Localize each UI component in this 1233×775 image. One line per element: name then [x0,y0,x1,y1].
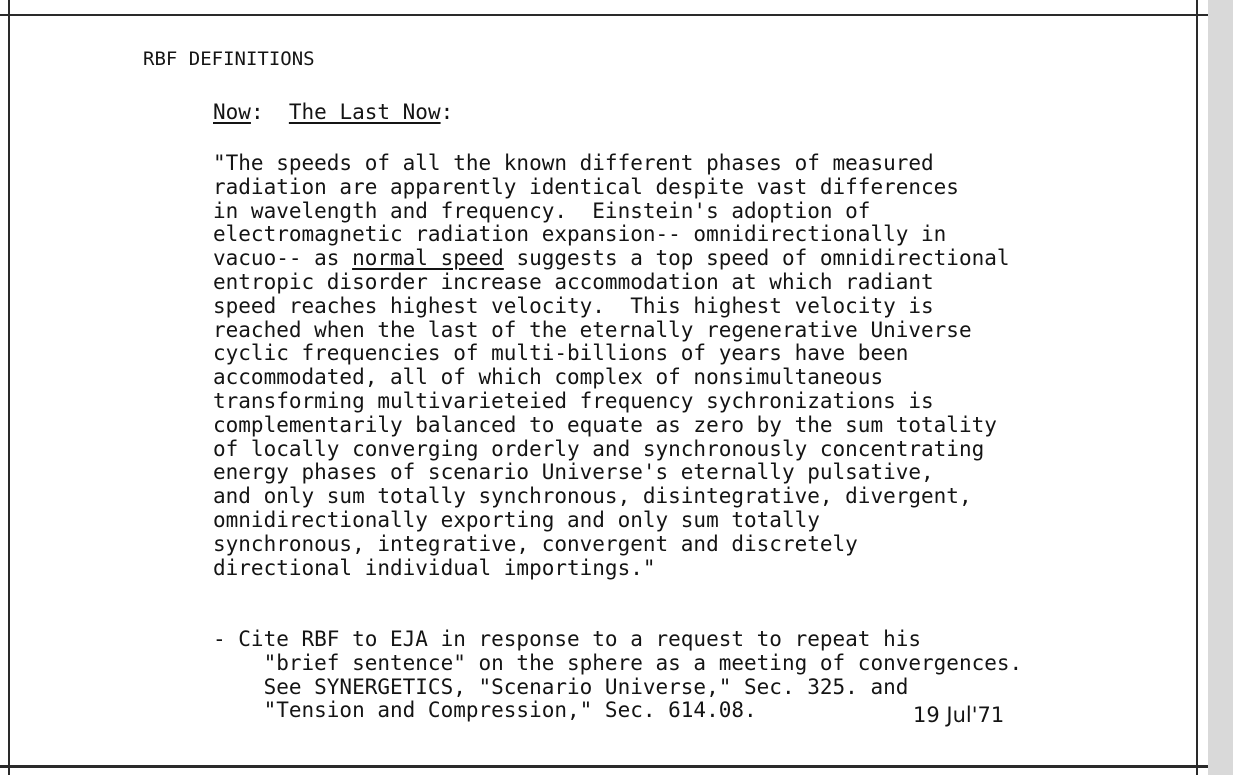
citation-block [213,628,1022,723]
quote-line: "The speeds of all the known different phases of measured [213,151,934,175]
quote-line: transforming multivarieteied frequency sychronizations is [213,388,934,413]
citation-date: 19 Jul'71 [913,703,1005,727]
entry-term: Now [213,100,251,124]
card-heading: RBF DEFINITIONS [143,48,315,70]
quote-line: speed reaches highest velocity. This highest velocity is [213,293,934,318]
quote-line: reached when the last of the eternally regenerative Universe [213,317,972,342]
quote-line: directional individual importings." [213,555,656,580]
citation-line: See SYNERGETICS, "Scenario Universe," Sec. 325. and [213,674,909,699]
quote-line: electromagnetic radiation expansion-- omnidirectionally in [213,222,947,247]
quote-line: and only sum totally synchronous, disintegrative, divergent, [213,484,972,509]
card-left-border [8,0,10,775]
citation-line: "brief sentence" on the sphere as a meeting of convergences. [213,650,1023,675]
entry-title: The Last Now [288,100,441,124]
entry-term-sep: : [250,100,289,124]
quote-line: energy phases of scenario Universe's eternally pulsative, [213,460,934,485]
quote-line: complementarily balanced to equate as zero by the sum totality [213,412,997,437]
quote-line: in wavelength and frequency. Einstein's adoption of [213,198,871,223]
citation-line: - Cite RBF to EJA in response to a request to repeat his [213,627,922,651]
card-right-border [1196,0,1198,775]
card-top-rule [0,14,1208,16]
quote-line: accommodated, all of which complex of nonsimultaneous [213,365,884,390]
quote-line: radiation are apparently identical despite vast differences [213,174,959,199]
quote-line: of locally converging orderly and synchronously concentrating [213,436,985,461]
entry-subheading [213,101,453,125]
underlined-phrase: normal speed [352,246,504,271]
entry-title-colon: : [440,100,454,124]
definition-quote [213,152,1010,580]
citation-line: "Tension and Compression," Sec. 614.08. [213,698,757,723]
quote-fragment: suggests a top speed of omnidirectional [503,246,1010,271]
quote-line [213,247,1010,271]
quote-line: entropic disorder increase accommodation at which radiant [213,269,934,294]
quote-line: omnidirectionally exporting and only sum totally [213,507,820,532]
scan-edge-strip [1208,0,1233,775]
quote-line: synchronous, integrative, convergent and discretely [213,531,858,556]
card-bottom-rule [0,765,1208,768]
quote-line: cyclic frequencies of multi-billions of years have been [213,341,909,366]
quote-fragment: vacuo-- as [213,246,353,271]
